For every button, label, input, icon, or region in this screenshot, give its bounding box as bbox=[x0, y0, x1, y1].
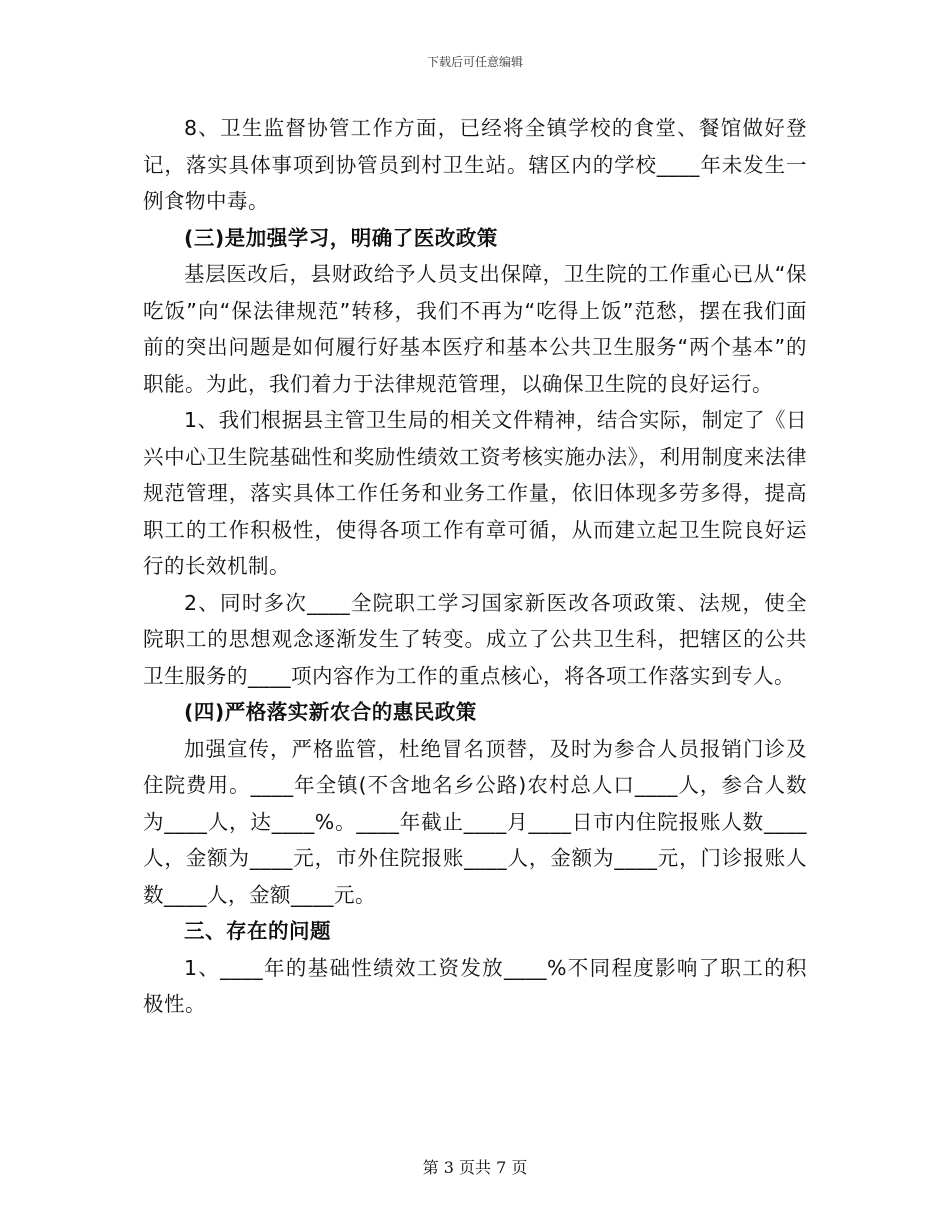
paragraph-rural-insurance: 加强宣传，严格监管，杜绝冒名顶替，及时为参合人员报销门诊及住院费用。____年全镇(不含地名乡公路)农村总人口____人，参合人数为____人，达____%。____年截止____月____日市内住院报账人数____人，金额为____元，市外住院报账____人，金额为____元，门诊报账人数____人，金额____元。 bbox=[143, 736, 807, 907]
paragraph-8-supervision: 8、卫生监督协管工作方面，已经将全镇学校的食堂、餐馆做好登记，落实具体事项到协管员到村卫生站。辖区内的学校____年未发生一例食物中毒。 bbox=[143, 116, 807, 213]
paragraph-reform-intro: 基层医改后，县财政给予人员支出保障，卫生院的工作重心已从“保吃饭”向“保法律规范”转移，我们不再为“吃得上饭”范愁，摆在我们面前的突出问题是如何履行好基本医疗和基本公共卫生服务“两个基本”的职能。为此，我们着力于法律规范管理，以确保卫生院的良好运行。 bbox=[143, 262, 807, 396]
paragraph-1-regulation: 1、我们根据县主管卫生局的相关文件精神，结合实际，制定了《日兴中心卫生院基础性和奖励性绩效工资考核实施办法》，利用制度来法律规范管理，落实具体工作任务和业务工作量，依旧体现多劳多得，提高职工的工作积极性，使得各项工作有章可循，从而建立起卫生院良好运行的长效机制。 bbox=[143, 408, 807, 578]
document-body bbox=[143, 110, 807, 1023]
paragraph-2-study: 2、同时多次____全院职工学习国家新医改各项政策、法规，使全院职工的思想观念逐渐发生了转变。成立了公共卫生科，把辖区的公共卫生服务的____项内容作为工作的重点核心，将各项工作落实到专人。 bbox=[143, 590, 807, 688]
section-heading-problems: 三、存在的问题 bbox=[184, 919, 331, 943]
page-header: 下载后可任意编辑 bbox=[426, 55, 523, 69]
section-heading-4: (四)严格落实新农合的惠民政策 bbox=[184, 700, 477, 724]
section-heading-3: (三)是加强学习，明确了医改政策 bbox=[184, 225, 498, 250]
page-number-footer: 第 3 页共 7 页 bbox=[422, 1158, 528, 1177]
paragraph-problem-1: 1、____年的基础性绩效工资发放____%不同程度影响了职工的积极性。 bbox=[143, 955, 807, 1016]
